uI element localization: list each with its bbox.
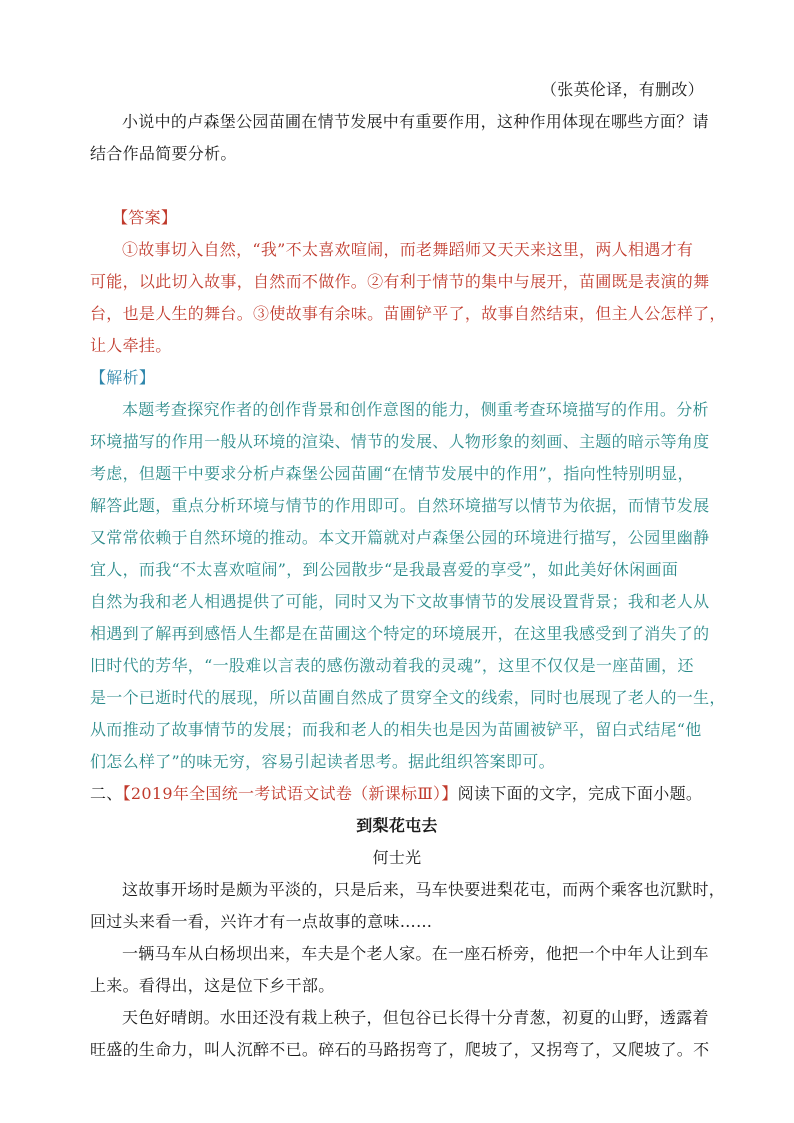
analysis-line-1: 本题考查探究作者的创作背景和创作意图的能力，侧重考查环境描写的作用。分析 bbox=[122, 400, 709, 419]
analysis-label: 【解析】 bbox=[90, 368, 156, 387]
document-page bbox=[90, 74, 726, 1066]
answer-line-3: 台，也是人生的舞台。③使故事有余味。苗圃铲平了，故事自然结束，但主人公怎样了， bbox=[90, 304, 726, 323]
analysis-line-6: 宜人，而我“不太喜欢喧闹”，到公园散步“是我最喜爱的享受”，如此美好休闲画面 bbox=[90, 560, 679, 579]
story-line-2: 回过头来看一看，兴许才有一点故事的意味…… bbox=[90, 912, 433, 931]
story-author: 何士光 bbox=[372, 848, 422, 867]
analysis-line-2: 环境描写的作用一般从环境的渲染、情节的发展、人物形象的刻画、主题的暗示等角度 bbox=[90, 432, 710, 451]
analysis-line-3: 考虑，但题干中要求分析卢森堡公园苗圃“在情节发展中的作用”，指向性特别明显， bbox=[90, 464, 694, 483]
answer-line-4: 让人牵挂。 bbox=[90, 336, 172, 355]
analysis-line-4: 解答此题，重点分析环境与情节的作用即可。自然环境描写以情节为依据，而情节发展 bbox=[90, 496, 710, 515]
section-instruction: 阅读下面的文字，完成下面小题。 bbox=[457, 784, 703, 803]
question-line-1: 小说中的卢森堡公园苗圃在情节发展中有重要作用，这种作用体现在哪些方面？请 bbox=[122, 112, 709, 131]
story-line-5: 天色好晴朗。水田还没有栽上秧子，但包谷已长得十分青葱，初夏的山野，透露着 bbox=[122, 1008, 709, 1027]
section-number: 二、 bbox=[90, 784, 123, 803]
story-line-6: 旺盛的生命力，叫人沉醉不已。碎石的马路拐弯了，爬坡了，又拐弯了，又爬坡了。不 bbox=[90, 1040, 710, 1059]
story-title: 到梨花屯去 bbox=[356, 816, 438, 835]
analysis-line-8: 相遇到了解再到感悟人生都是在苗圃这个特定的环境展开，在这里我感受到了消失了的 bbox=[90, 624, 710, 643]
section-source: 【2019年全国统一考试语文试卷（新课标Ⅲ）】 bbox=[122, 784, 458, 803]
analysis-line-9: 旧时代的芳华，“一股难以言表的感伤激动着我的灵魂”，这里不仅仅是一座苗圃，还 bbox=[90, 656, 694, 675]
question-line-2: 结合作品简要分析。 bbox=[90, 144, 237, 163]
story-line-3: 一辆马车从白杨坝出来，车夫是个老人家。在一座石桥旁，他把一个中年人让到车 bbox=[122, 944, 709, 963]
spacer bbox=[90, 170, 704, 202]
analysis-line-7: 自然为我和老人相遇提供了可能，同时又为下文故事情节的发展设置背景；我和老人从 bbox=[90, 592, 710, 611]
answer-label: 【答案】 bbox=[112, 208, 178, 227]
story-line-4: 上来。看得出，这是位下乡干部。 bbox=[90, 976, 335, 995]
analysis-line-5: 又常常依赖于自然环境的推动。本文开篇就对卢森堡公园的环境进行描写，公园里幽静 bbox=[90, 528, 710, 547]
answer-line-1: ①故事切入自然，“我”不太喜欢喧闹，而老舞蹈师又天天来这里，两人相遇才有 bbox=[122, 240, 694, 259]
story-line-1: 这故事开场时是颇为平淡的，只是后来，马车快要进梨花屯，而两个乘客也沉默时， bbox=[122, 880, 726, 899]
analysis-line-12: 们怎么样了”的味无穷，容易引起读者思考。据此组织答案即可。 bbox=[90, 752, 555, 771]
analysis-line-11: 从而推动了故事情节的发展；而我和老人的相失也是因为苗圃被铲平，留白式结尾“他 bbox=[90, 720, 702, 739]
section-heading bbox=[90, 778, 704, 810]
source-note: （张英伦译，有删改） bbox=[540, 80, 704, 99]
answer-line-2: 可能，以此切入故事，自然而不做作。②有利于情节的集中与展开，苗圃既是表演的舞 bbox=[90, 272, 710, 291]
analysis-line-10: 是一个已逝时代的展现，所以苗圃自然成了贯穿全文的线索，同时也展现了老人的一生， bbox=[90, 688, 726, 707]
